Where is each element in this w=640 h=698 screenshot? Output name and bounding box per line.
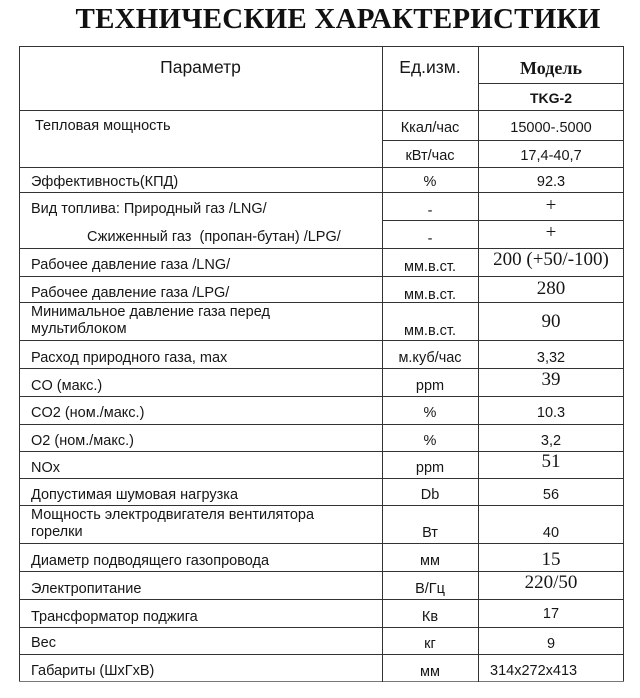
row-unit: ppm: [415, 378, 445, 394]
row-unit: кг: [424, 636, 436, 652]
row-divider: [19, 654, 624, 655]
row-unit: м.куб/час: [398, 350, 462, 366]
row-unit: мм: [420, 664, 440, 680]
row-unit: %: [423, 405, 437, 421]
row-parameter: Электропитание: [31, 581, 142, 597]
row-divider: [19, 627, 624, 628]
row-divider: [19, 302, 624, 303]
row-parameter: Допустимая шумовая нагрузка: [31, 487, 239, 503]
row-divider: [19, 505, 624, 506]
row-unit: %: [423, 433, 437, 449]
row-parameter: O2 (ном./макс.): [31, 433, 134, 449]
row-value: 92.3: [536, 174, 566, 190]
row-unit: В/Гц: [415, 581, 445, 597]
row-parameter: NOx: [31, 460, 60, 476]
row-value: 3,32: [536, 350, 566, 366]
row-value: 314x272x413: [490, 663, 578, 679]
row-unit: мм.в.ст.: [403, 287, 456, 303]
table-border-left: [19, 46, 20, 682]
row-unit: мм.в.ст.: [403, 323, 456, 339]
row-unit: %: [423, 174, 437, 190]
row-value: 39: [541, 369, 561, 390]
row-parameter: Сжиженный газ (пропан-бутан) /LPG/: [87, 229, 341, 245]
row-value: 17: [542, 606, 560, 622]
row-divider: [19, 276, 624, 277]
row-value: 9: [546, 636, 556, 652]
row-value: 17,4-40,7: [520, 148, 582, 164]
row-divider: [19, 599, 624, 600]
row-value: 90: [541, 311, 561, 332]
row-value: +: [545, 195, 557, 216]
row-value: 200 (+50/-100): [493, 249, 609, 270]
column-header-unit: Ед.изм.: [399, 57, 461, 77]
model-header-divider: [478, 83, 624, 84]
row-value: 280: [536, 278, 566, 299]
row-value: 10.3: [536, 405, 566, 421]
row-parameter: Трансформатор поджига: [31, 609, 198, 625]
row-value: 15: [541, 549, 561, 570]
row-parameter: Вес: [31, 635, 56, 651]
row-unit: Кв: [421, 609, 439, 625]
row-parameter: Расход природного газа, max: [31, 350, 228, 366]
table-border-top: [19, 46, 624, 47]
row-divider: [382, 140, 624, 141]
row-unit: -: [427, 203, 433, 219]
row-divider: [19, 424, 624, 425]
row-parameter: Рабочее давление газа /LPG/: [31, 285, 230, 301]
row-unit: Вт: [422, 525, 438, 541]
row-parameter: Габариты (ШхГхВ): [31, 663, 155, 679]
row-parameter-line2: горелки: [31, 524, 83, 540]
row-divider: [19, 396, 624, 397]
column-header-model: TKG-2: [530, 90, 572, 106]
page-title: ТЕХНИЧЕСКИЕ ХАРАКТЕРИСТИКИ: [75, 3, 601, 35]
row-value: 40: [542, 525, 560, 541]
row-parameter: CO (макс.): [31, 378, 103, 394]
column-header-model-group: Модель: [520, 58, 582, 78]
row-unit: -: [427, 231, 433, 247]
row-divider: [19, 340, 624, 341]
row-parameter: Тепловая мощность: [35, 118, 171, 134]
row-parameter: Минимальное давление газа перед: [31, 304, 270, 320]
row-divider: [19, 368, 624, 369]
row-value: 56: [542, 487, 560, 503]
row-parameter: Диаметр подводящего газопровода: [31, 553, 270, 569]
row-divider: [19, 543, 624, 544]
row-divider: [19, 110, 624, 111]
row-unit: Db: [420, 487, 440, 503]
row-unit: Ккал/час: [400, 120, 460, 136]
row-unit: ppm: [415, 460, 445, 476]
row-unit: мм: [420, 553, 440, 569]
specs-table: [19, 46, 624, 682]
row-divider: [19, 478, 624, 479]
row-value: 220/50: [524, 572, 578, 593]
row-divider: [19, 167, 624, 168]
table-border-bottom: [19, 681, 624, 682]
row-parameter: Рабочее давление газа /LNG/: [31, 257, 231, 273]
row-parameter: CO2 (ном./макс.): [31, 405, 145, 421]
row-parameter-line2: мультиблоком: [31, 321, 127, 337]
row-value: +: [545, 222, 557, 243]
row-value: 3,2: [540, 433, 562, 449]
row-divider: [19, 192, 624, 193]
row-parameter: Вид топлива: Природный газ /LNG/: [31, 201, 267, 217]
row-value: 51: [541, 451, 561, 472]
row-unit: кВт/час: [405, 148, 455, 164]
column-header-parameter: Параметр: [160, 57, 241, 77]
row-divider: [382, 220, 624, 221]
row-value: 15000-.5000: [510, 120, 592, 136]
row-parameter: Мощность электродвигателя вентилятора: [31, 507, 315, 523]
row-unit: мм.в.ст.: [403, 259, 456, 275]
row-parameter: Эффективность(КПД): [31, 174, 179, 190]
